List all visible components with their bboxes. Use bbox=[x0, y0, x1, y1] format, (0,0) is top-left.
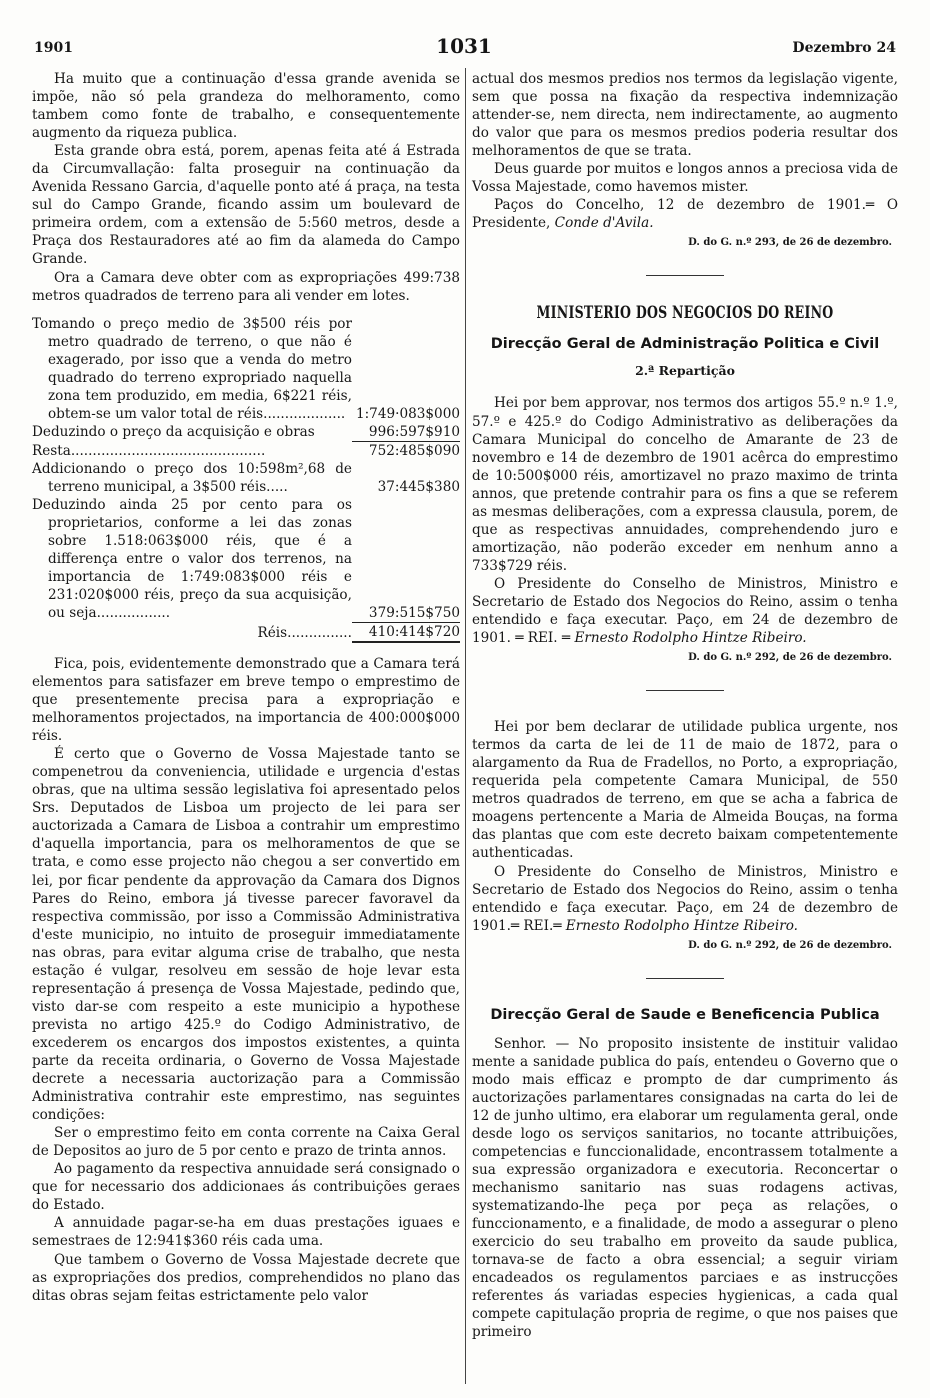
expropriation-account-table bbox=[32, 315, 460, 643]
account-row-description: Deduzindo o preço da acquisição e obras bbox=[32, 424, 315, 441]
account-row bbox=[32, 460, 460, 496]
separator-rule bbox=[646, 690, 724, 691]
separator-rule bbox=[646, 978, 724, 979]
source-citation: D. do G. n.º 292, de 26 de dezembro. bbox=[688, 652, 892, 664]
signature: Ernesto Rodolpho Hintze Ribeiro. bbox=[574, 630, 807, 647]
paragraph: Hei por bem declarar de utilidade publica urgente, nos termos da carta de lei de 11 de maio de 1872, para o alargamento da Rua de Fradellos, no Porto, a expropriação, requerida pela competente Camara Municipal, de 550 metros quadrados de terreno, em que se acha a fabrica de moagens pertencente a Maria de Almeida Bouças, na forma das plantas que com este decreto baixam competentemente authenticadas. bbox=[472, 719, 898, 862]
paragraph: Esta grande obra está, porem, apenas feita até á Estrada da Circumvallação: falta proseguir na continuação da Avenida Ressano Garcia, d'aquelle ponto até á praça, na testa sul do Campo Grande, ficando assim um boulevard de primeira ordem, com a extensão de 5:560 metros, desde a Praça dos Restauradores até ao fim da alameda do Campo Grande. bbox=[32, 143, 460, 268]
account-total-amount: 410:414$720 bbox=[352, 622, 460, 642]
signature-paragraph bbox=[472, 575, 898, 647]
account-row bbox=[32, 423, 460, 442]
paragraph: Ha muito que a continuação d'essa grande avenida se impõe, não só pela grandeza do melhoramento, como tambem como fonte de trabalho, e consequentemente augmento da riqueza publica. bbox=[32, 71, 460, 142]
right-column bbox=[472, 70, 898, 1341]
signature-paragraph bbox=[472, 196, 898, 232]
paragraph: A annuidade pagar-se-ha em duas prestações iguaes e semestraes de 12:941$360 réis cada uma. bbox=[32, 1215, 460, 1250]
source-citation: D. do G. n.º 293, de 26 de dezembro. bbox=[688, 237, 892, 249]
left-column bbox=[32, 70, 460, 1305]
paragraph: Ora a Camara deve obter com as expropriações 499:738 metros quadrados de terreno para ali vender em lotes. bbox=[32, 269, 460, 304]
paragraph: Deus guarde por muitos e longos annos a preciosa vida de Vossa Majestade, como havemos mister. bbox=[472, 161, 898, 196]
decree-text: O Presidente do Conselho de Ministros, Ministro e Secretario de Estado dos Negocios do Reino, assim o tenha entendido e faça executar. Paço, em 24 de dezembro de 1901.═ REI.═ bbox=[472, 863, 898, 934]
account-row-amount: 379:515$750 bbox=[352, 496, 460, 622]
paragraph: Fica, pois, evidentemente demonstrado que a Camara terá elementos para satisfazer em breve tempo o emprestimo de que presentemente precisa para a expropriação e melhoramentos projectados, na importancia de 400:000$000 réis. bbox=[32, 655, 460, 745]
paragraph: Senhor. — No proposito insistente de instituir validao mente a sanidade publica do país, entendeu o Governo que o modo mais efficaz e prompto de dar cumprimento ás auctorizações parlamentares consignadas na carta do lei de 12 de junho ultimo, era elaborar um regulamenta geral, onde desde logo os serviços sanitarios, no tocante attribuições, competencias e funccionalidade, encontrassem totalmente a sua expressão organizadora e executoria. Reconcertar o mechanismo sanitario nas suas rodagens activas, systematizando-lhe peça por peça as relações, o funccionamento, e a finalidade, de modo a assegurar o pleno exercicio do seu trabalho em proveito da saude publica, tornava-se de facto a obra essencial; a seguir viriam encadeados os regulamentos parciaes e as instrucções referentes ás variadas especies hygienicas, a cada qual compete capitulação propria de regime, o que nos paises que primeiro bbox=[472, 1035, 898, 1341]
paragraph: É certo que o Governo de Vossa Majestade tanto se compenetrou da conveniencia, utilidade e urgencia d'estas obras, que na ultima sessão legislativa foi apresentado pelos Srs. Deputados de Lisboa um projecto de lei para ser auctorizada a Camara de Lisboa a contrahir um emprestimo d'aquella importancia, para os melhoramentos de que se trata, e como esse projecto não chegou a ser convertido em lei, por ficar pendente da approvação da Camara dos Dignos Pares do Reino, embora já tivesse parecer favoravel da respectiva commissão, por isso a Commissão Administrativa d'este municipio, no intuito de proseguir immediatamente nas obras, para evitar alguma crise de trabalho, que nesta estação é vulgar, resolveu em sessão de hoje levar esta representação á presença de Vossa Majestade, pedindo que, visto dar-se com respeito a este municipio a hypothese prevista no artigo 425.º do Codigo Administrativo, de excederem os encargos dos impostos existentes, a quinta parte da receita ordinaria, o Governo de Vossa Majestade decrete a necessaria auctorização para a Commissão Administrativa contrahir este emprestimo, nas seguintes condições: bbox=[32, 746, 460, 1124]
account-row-amount: 1:749·083$000 bbox=[355, 405, 460, 422]
account-row bbox=[32, 315, 460, 423]
account-row-description: Deduzindo ainda 25 por cento para os proprietarios, conforme a lei das zonas sobre 1.518:063$000 réis, que é a differença entre o valor dos terrenos, na importancia de 1:749:083$000 réis e 231:020$000 réis, preço da sua acquisição, ou seja................. bbox=[32, 497, 352, 622]
account-row-description: Resta............................................. bbox=[32, 442, 266, 459]
paragraph: Ser o emprestimo feito em conta corrente na Caixa Geral de Depositos ao juro de 5 por cento e prazo de trinta annos. bbox=[32, 1125, 460, 1160]
account-row-amount: 996:597$910 bbox=[352, 423, 460, 442]
page-header bbox=[32, 34, 896, 58]
account-total-label: Réis............... bbox=[257, 624, 352, 641]
account-row bbox=[32, 441, 460, 460]
paragraph: actual dos mesmos predios nos termos da legislação vigente, sem que possa na fixação da respectiva indemnização attender-se, nem directa, nem indirectamente, ao augmento do valor que para os mesmos predios poderia resultar dos melhoramentos de que se trata. bbox=[472, 71, 898, 160]
paragraph: Que tambem o Governo de Vossa Majestade decrete que as expropriações dos predios, comprehendidos no plano das ditas obras sejam feitas estrictamente pelo valor bbox=[32, 1251, 460, 1304]
repartition-heading: 2.ª Repartição bbox=[635, 363, 735, 379]
ministry-heading: MINISTERIO DOS NEGOCIOS DO REINO bbox=[536, 303, 834, 324]
account-row-amount: 37:445$380 bbox=[377, 479, 460, 496]
signature: Ernesto Rodolpho Hintze Ribeiro. bbox=[565, 917, 798, 934]
signature-paragraph bbox=[472, 863, 898, 935]
separator-rule bbox=[646, 275, 724, 276]
signature: Conde d'Avila. bbox=[554, 215, 654, 232]
account-row-description: Addicionando o preço dos 10:598m²,68 de terreno municipal, a 3$500 réis..... bbox=[32, 460, 352, 496]
header-date: Dezembro 24 bbox=[792, 40, 896, 56]
column-divider bbox=[465, 68, 466, 1384]
paragraph: Ao pagamento da respectiva annuidade será consignado o que for necessario dos addicionaes ás contribuições geraes do Estado. bbox=[32, 1161, 460, 1214]
directorate-heading: Direcção Geral de Saude e Beneficencia Publica bbox=[490, 1006, 880, 1023]
header-year: 1901 bbox=[34, 40, 73, 56]
account-row bbox=[32, 496, 460, 622]
account-row-amount: 752:485$090 bbox=[368, 442, 460, 459]
account-total-row bbox=[32, 622, 460, 642]
page-number: 1031 bbox=[436, 34, 492, 58]
closing-text: Paços do Concelho, 12 de dezembro de 1901.═ O Presidente, bbox=[472, 197, 898, 232]
directorate-heading: Direcção Geral de Administração Politica e Civil bbox=[490, 336, 880, 353]
account-row-description: Tomando o preço medio de 3$500 réis por metro quadrado de terreno, o que não é exagerado, por isso que a venda do metro quadrado do terreno expropriado naquella zona tem produzido, em media, 6$221 réis, obtem-se um valor total de réis................... bbox=[32, 315, 352, 422]
paragraph: Hei por bem approvar, nos termos dos artigos 55.º n.º 1.º, 57.º e 425.º do Codigo Administrativo as deliberações da Camara Municipal do concelho de Amarante de 23 de novembro e 14 de dezembro de 1901 acêrca do emprestimo de 10:500$000 réis, amortizavel no prazo maximo de trinta annos, que pretende contrahir para os fins a que se referem as mesmas deliberações, com a expressa clausula, porem, de que as respectivas annuidades, comprehendendo juro e amortização, não poderão exceder em nenhum anno a 733$729 réis. bbox=[472, 395, 898, 574]
source-citation: D. do G. n.º 292, de 26 de dezembro. bbox=[688, 939, 892, 951]
decree-text: O Presidente do Conselho de Ministros, Ministro e Secretario de Estado dos Negocios do Reino, assim o tenha entendido e faça executar. Paço, em 24 de dezembro de 1901. ═ REI. ═ bbox=[472, 575, 898, 647]
